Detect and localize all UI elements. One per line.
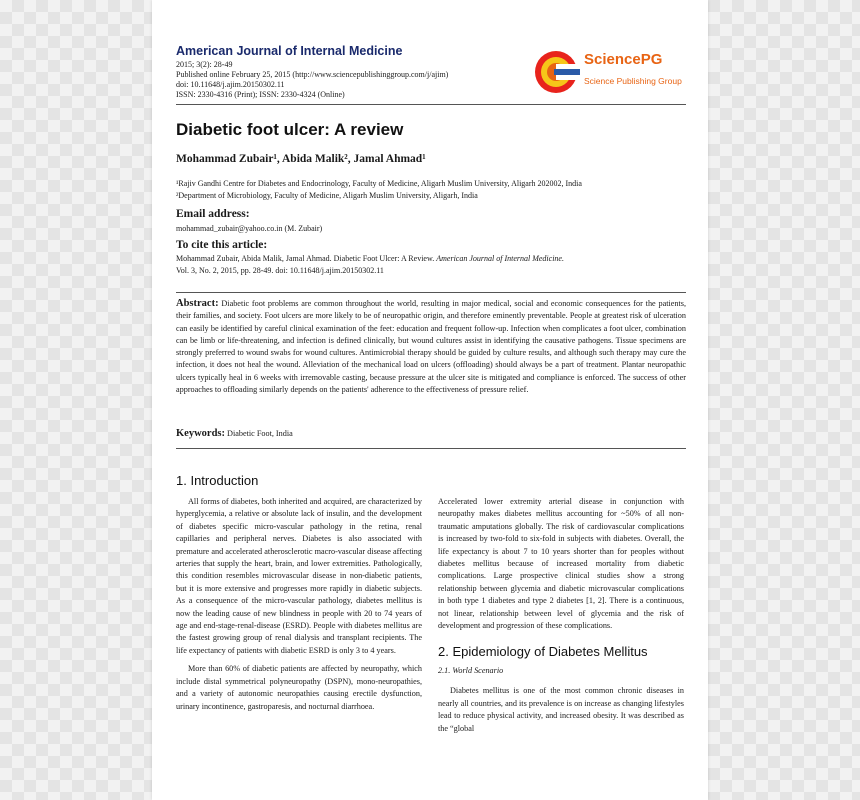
doi-line: doi: 10.11648/j.ajim.20150302.11 — [176, 80, 285, 89]
cite-line-1 — [176, 253, 564, 264]
publisher-logo — [532, 50, 692, 94]
email-address: mohammad_zubair@yahoo.co.in (M. Zubair) — [176, 224, 323, 233]
keywords-label: Keywords: — [176, 428, 225, 439]
intro-paragraph-3: Accelerated lower extremity arterial disease in conjunction with neuropathy makes diabetes mellitus accounting for ~50% of all non-traumatic amputations globally. The risk of cardiovascular complications is increased by two-fold to six-fold in subjects with diabetes. Overall, the life expectancy is about 7 to 10 years shorter than for peoples without diabetes mellitus because of increased mortality from diabetic complications. Large prospective clinical studies show a strong relationship between glycemia and diabetic microvascular complications in both type 1 diabetes and type 2 diabetes [1, 2]. There is a continuous, not linear, relationship between level of glycemia and the risk of development and progression of these complications. — [438, 497, 684, 631]
cite-heading: To cite this article: — [176, 239, 268, 251]
article-title: Diabetic foot ulcer: A review — [176, 120, 404, 139]
logo-wordmark: SciencePG — [584, 51, 663, 68]
subsection-2-1-heading: 2.1. World Scenario — [438, 665, 504, 675]
author-list: Mohammad Zubair¹, Abida Malik², Jamal Ahmad¹ — [176, 153, 426, 165]
journal-name: American Journal of Internal Medicine — [176, 44, 403, 58]
epidemiology-paragraph: Diabetes mellitus is one of the most common chronic diseases in nearly all countries, and its prevalence is on increase as changing lifestyles lead to reduce physical activity, and increased obesity. It was described as the “global — [438, 686, 684, 733]
publication-date: Published online February 25, 2015 (http://www.sciencepublishinggroup.com/j/ajim) — [176, 70, 449, 79]
abstract-block — [176, 298, 686, 396]
affiliation-1: ¹Rajiv Gandhi Centre for Diabetes and Endocrinology, Faculty of Medicine, Aligarh Muslim University, Aligarh 202002, India — [176, 179, 582, 188]
abstract-top-rule — [176, 292, 686, 293]
right-column — [438, 496, 684, 741]
keywords-block — [176, 428, 293, 439]
paper-page — [152, 0, 708, 800]
intro-paragraph-1: All forms of diabetes, both inherited and acquired, are characterized by hyperglycemia, a relative or absolute lack of insulin, and the development of diabetes specific micro-vascular pathology in the retina, renal capillaries and peripheral nerves. Diabetes is also associated with premature and accelerated atherosclerotic macro-vascular disease affecting arteries that supply the heart, brain, and lower extremities. Pathologically, this condition resembles microvascular disease in non-diabetic patients, but it is more extensive and progresses more rapidly in diabetic subjects. As a consequence of the micro-vascular pathology, diabetes mellitus is now the leading cause of new blindness in people with 20 to 74 years of age and end-stage-renal-disease (ESRD). People with diabetes mellitus are the fastest growing group of renal dialysis and transplant recipients. The life expectancy of patients with diabetic ESRD is only 3 to 4 years. — [176, 497, 422, 655]
abstract-label: Abstract: — [176, 298, 219, 309]
cite-journal: American Journal of Internal Medicine. — [436, 254, 564, 263]
keywords-text: Diabetic Foot, India — [227, 429, 293, 438]
abstract-text: Diabetic foot problems are common throughout the world, resulting in major medical, social and economic consequences for the patients, their families, and society. Foot ulcers are more likely to be of neuropathic origin, and therefore eminently preventable. People at greatest risk of ulceration can easily be identified by careful clinical examination of the feet: education and frequent follow-up. Infection when complicates a foot ulcer, combination can be limb or life-threatening, and infection is defined clinically, but wound cultures assist in identifying the causative pathogens. Tissue specimens are strongly preferred to wound swabs for wound cultures. Antimicrobial therapy should be guided by culture results, and although such therapy may cure the infection, it does not heal the wound. Alleviation of the mechanical load on ulcers (offloading) should always be a part of treatment. Plantar neuropathic ulcers typically heal in 6 weeks with irremovable casting, because pressure at the ulcer site is mitigated and compliance is enforced. The success of other approaches to offloading similarly depends on the patients' adherence to the effectiveness of pressure relief. — [176, 299, 686, 395]
logo-subtitle: Science Publishing Group — [584, 76, 682, 86]
cite-line-2: Vol. 3, No. 2, 2015, pp. 28-49. doi: 10.11648/j.ajim.20150302.11 — [176, 266, 384, 275]
intro-paragraph-2: More than 60% of diabetic patients are affected by neuropathy, which include distal symmetrical polyneuropathy (DSPN), mono-neuropathies, and a variety of autonomic neuropathies causing erectile dysfunction, urinary incontinence, gastroparesis, and nocturnal diarrhoea. — [176, 664, 422, 711]
email-heading: Email address: — [176, 208, 250, 220]
left-column — [176, 496, 422, 719]
header-rule — [176, 104, 686, 105]
abstract-bottom-rule — [176, 448, 686, 449]
affiliation-2: ²Department of Microbiology, Faculty of Medicine, Aligarh Muslim University, Aligarh, India — [176, 191, 478, 200]
section-1-heading: 1. Introduction — [176, 473, 259, 488]
issn-line: ISSN: 2330-4316 (Print); ISSN: 2330-4324 (Online) — [176, 90, 345, 99]
section-2-heading: 2. Epidemiology of Diabetes Mellitus — [438, 644, 648, 660]
sciencepg-emblem-icon — [532, 50, 580, 94]
cite-authors-title: Mohammad Zubair, Abida Malik, Jamal Ahmad. Diabetic Foot Ulcer: A Review. — [176, 254, 437, 263]
journal-issue: 2015; 3(2): 28-49 — [176, 60, 233, 69]
